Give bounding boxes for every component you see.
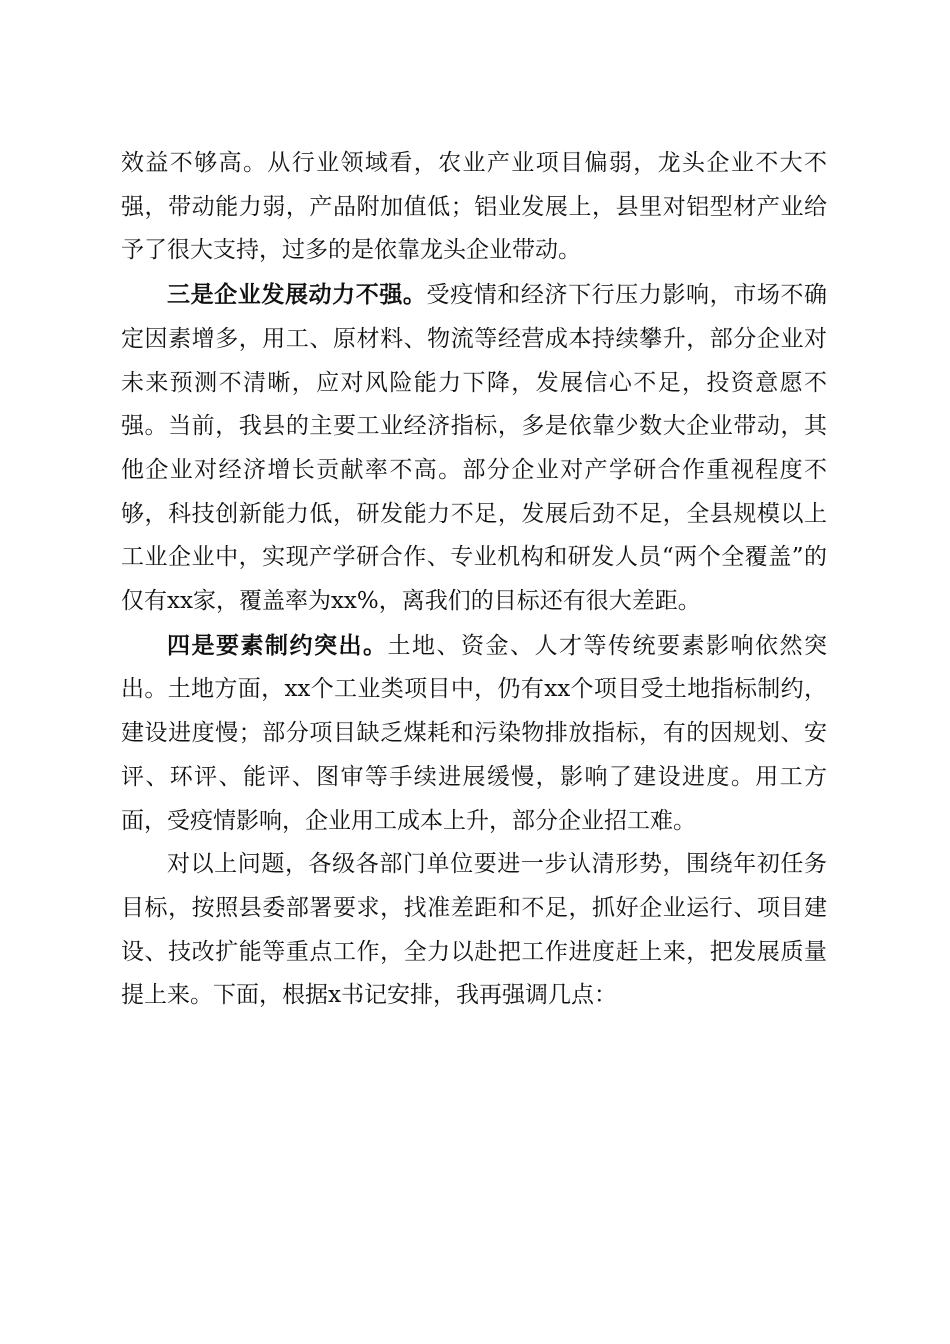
paragraph-enterprise-momentum	[121, 273, 827, 624]
paragraph-conclusion	[121, 843, 827, 1018]
paragraph-factor-constraints	[121, 624, 827, 844]
document-body	[121, 142, 827, 1018]
paragraph-heading: 四是要素制约突出。	[167, 631, 388, 659]
paragraph-continuation	[121, 142, 827, 273]
paragraph-text: 效益不够高。从行业领域看，农业产业项目偏弱，龙头企业不大不强，带动能力弱，产品附加值低；铝业发展上，县里对铝型材产业给予了很大支持，过多的是依靠龙头企业带动。	[121, 150, 827, 264]
paragraph-text: 土地、资金、人才等传统要素影响依然突出。土地方面，xx个工业类项目中，仍有xx个项目受土地指标制约，建设进度慢；部分项目缺乏煤耗和污染物排放指标，有的因规划、安评、环评、能评、图审等手续进展缓慢，影响了建设进度。用工方面，受疫情影响，企业用工成本上升，部分企业招工难。	[121, 632, 827, 834]
paragraph-heading: 三是企业发展动力不强。	[167, 281, 427, 309]
paragraph-text: 受疫情和经济下行压力影响，市场不确定因素增多，用工、原材料、物流等经营成本持续攀升，部分企业对未来预测不清晰，应对风险能力下降，发展信心不足，投资意愿不强。当前，我县的主要工业经济指标，多是依靠少数大企业带动，其他企业对经济增长贡献率不高。部分企业对产学研合作重视程度不够，科技创新能力低，研发能力不足，发展后劲不足，全县规模以上工业企业中，实现产学研合作、专业机构和研发人员“两个全覆盖”的仅有xx家，覆盖率为xx%，离我们的目标还有很大差距。	[121, 282, 828, 615]
paragraph-text: 对以上问题，各级各部门单位要进一步认清形势，围绕年初任务目标，按照县委部署要求，找准差距和不足，抓好企业运行、项目建设、技改扩能等重点工作，全力以赴把工作进度赶上来，把发展质量提上来。下面，根据x书记安排，我再强调几点：	[121, 851, 827, 1009]
